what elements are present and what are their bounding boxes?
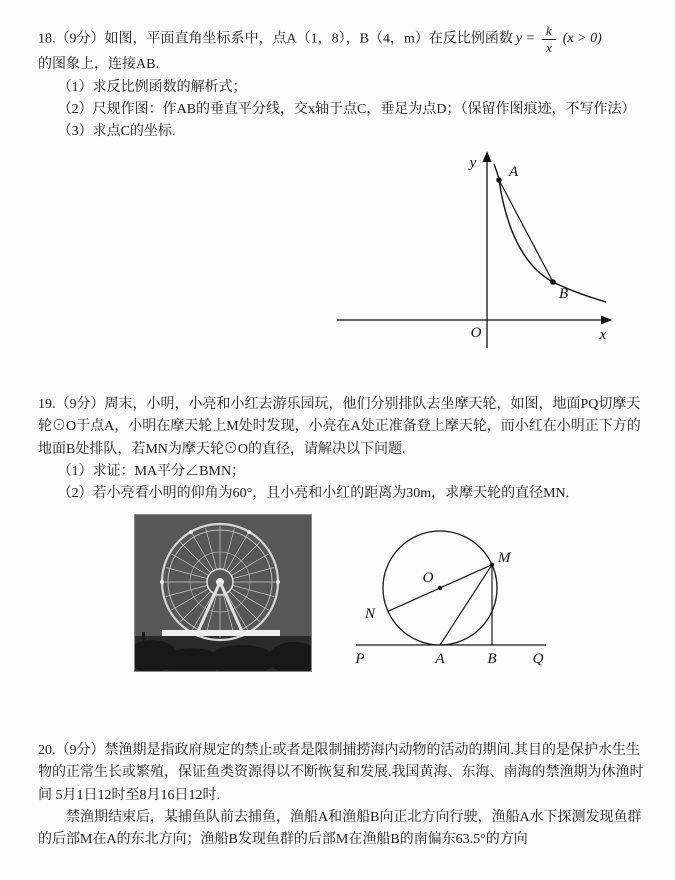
fraction-denominator: x [546, 39, 552, 55]
label-y-axis: y [469, 154, 477, 171]
problem-19-text: 19.（9分）周末，小明，小亮和小红去游乐园玩，他们分别排队去坐摩天轮，如图，地面PQ切摩天轮⊙O于点A，小明在摩天轮上M处时发现，小亮在A处正准备登上摩天轮，而小红在小明正下方的地面B处排队，若MN为摩天轮⊙O的直径，请解决以下问题. [38, 396, 641, 457]
problem-18 [38, 24, 645, 360]
ferris-wheel-photo [134, 514, 312, 672]
fraction [542, 24, 556, 54]
point-a-dot [496, 177, 502, 183]
problem-18-intro [38, 24, 645, 77]
label-point-a: A [509, 163, 519, 180]
formula-lhs: y = [515, 30, 536, 46]
problem-18-intro-text: 18.（9分）如图，平面直角坐标系中，点A（1，8），B（4，m）在反比例函数 [38, 31, 513, 47]
formula-condition: (x > 0) [562, 30, 602, 46]
point-m-dot [490, 562, 494, 566]
label-x-axis: x [599, 326, 607, 343]
problem-19-item-2: （2）若小亮看小明的仰角为60°，且小亮和小红的距离为30m，求摩天轮的直径MN. [57, 486, 570, 502]
coordinate-graph-figure [38, 150, 645, 360]
label-point-n: N [364, 605, 376, 622]
problem-18-item-2: （2）尺规作图：作AB的垂直平分线，交x轴于点C，垂足为点D；（保留作图痕迹，不写作法） [57, 102, 636, 118]
problem-18-intro-continuation: 的图象上，连接AB. [38, 57, 159, 73]
hyperbola-curve [494, 164, 606, 302]
problem-18-item-1: （1）求反比例函数的解析式； [57, 79, 247, 95]
label-point-m: M [498, 549, 511, 566]
base-platform [162, 630, 280, 636]
center-o-dot [438, 586, 442, 590]
fraction-numerator: k [542, 24, 556, 40]
coordinate-graph [325, 150, 615, 360]
segment-ab [499, 180, 553, 282]
problem-19 [38, 394, 645, 690]
y-axis-arrow-icon [483, 151, 492, 162]
point-b-dot [550, 279, 556, 285]
problem-19-item-1: （1）求证：MA平分∠BMN； [57, 464, 246, 480]
label-origin: O [470, 324, 482, 341]
problem-20-paragraph-1: 20.（9分）禁渔期是指政府规定的禁止或者是限制捕捞海内动物的活动的期间.其目的是保护水生生物的正常生长或繁殖，保证鱼类资源得以不断恢复和发展.我国黄海、东海、南海的禁渔期为休渔时间 5月1日12时至8月16日12时. [38, 742, 644, 803]
label-point-p: P [355, 650, 365, 667]
problem-19-figures [134, 514, 645, 690]
problem-20 [38, 740, 645, 852]
label-point-a: A [435, 650, 445, 667]
inverse-function-formula [516, 24, 602, 54]
label-point-q: Q [532, 650, 544, 667]
label-point-b: B [487, 650, 497, 667]
problem-20-paragraph-2: 禁渔期结束后，某捕鱼队前去捕鱼，渔船A和渔船B向正北方向行驶，渔船A水下探测发现鱼群的后部M在A的东北方向；渔船B发现鱼群的后部M在渔船B的南偏东63.5°的方向 [38, 809, 642, 848]
label-center-o: O [422, 569, 434, 586]
label-point-b: B [559, 285, 569, 302]
geometry-diagram [352, 518, 552, 690]
x-axis-arrow-icon [601, 315, 612, 324]
problem-18-item-3: （3）求点C的坐标. [57, 124, 176, 140]
